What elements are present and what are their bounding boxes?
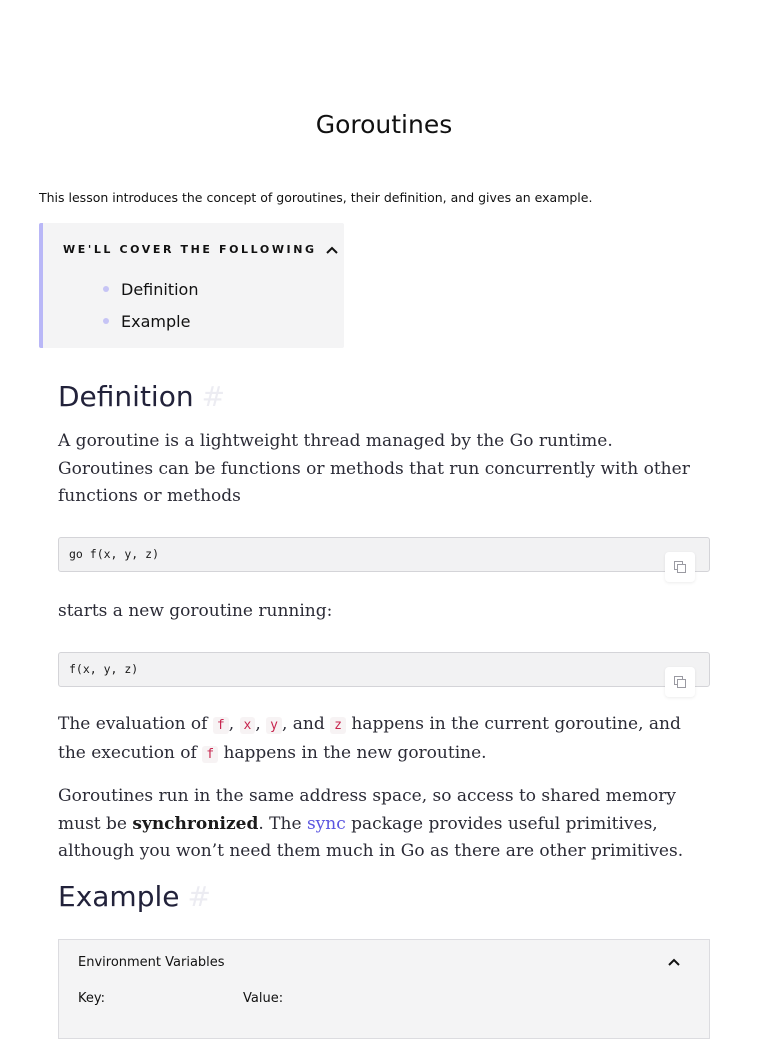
definition-paragraph: A goroutine is a lightweight thread managed by the Go runtime. Goroutines can be functions or methods that run concurrently with other functions or methods [58,431,690,506]
text-span: happens in the new goroutine. [218,742,487,763]
copy-button[interactable] [665,552,695,582]
chevron-up-icon [325,245,339,255]
code-block [58,537,710,572]
sync-link[interactable]: sync [306,813,346,834]
text-span: Goroutines run in the same address space, so access to shared memory must be [58,786,676,834]
inline-code: z [330,717,346,734]
text-span: happens in the current goroutine, and the execution of [58,714,681,763]
example-heading-text: Example [58,880,180,913]
text-span: . The [258,813,307,834]
env-panel-toggle[interactable] [667,954,681,972]
bullet-icon [103,286,109,292]
inline-code: f [213,717,229,734]
definition-heading [58,380,225,413]
inline-code: y [266,717,282,734]
inline-code: f [202,746,218,763]
text-span: , and [281,714,331,734]
definition-heading-text: Definition [58,380,194,413]
environment-variables-panel [58,939,710,1039]
page-title: Goroutines [315,110,453,139]
bullet-icon [103,318,109,324]
text-span: , [255,714,267,734]
text-span: The evaluation of [58,714,213,734]
toc-header-label: WE'LL COVER THE FOLLOWING [63,243,317,256]
example-heading [58,880,211,913]
toc-item-example[interactable] [103,305,198,337]
shared-memory-paragraph [58,783,708,866]
inline-code: x [240,717,256,734]
text-span: , [228,714,240,734]
lesson-intro: This lesson introduces the concept of goroutines, their definition, and gives an example. [39,190,593,205]
toc-list [103,273,198,337]
code-block [58,652,710,687]
chevron-up-icon [667,957,681,967]
code-text: f(x, y, z) [69,662,139,676]
anchor-link[interactable]: # [187,880,211,913]
copy-icon [673,675,687,689]
env-key-label: Key: [78,991,106,1006]
env-value-label: Value: [243,991,284,1006]
starts-text: starts a new goroutine running: [58,601,333,621]
bold-text: synchronized [132,813,259,834]
text-span: package provides useful primitives, although you won’t need them much in Go as there are other primitives. [58,813,684,861]
copy-button[interactable] [665,667,695,697]
evaluation-paragraph [58,711,708,768]
toc-item-definition[interactable] [103,273,198,305]
toc-item-label[interactable]: Definition [121,279,199,299]
toc-toggle[interactable] [63,243,339,256]
toc-item-label[interactable]: Example [121,311,191,331]
copy-icon [673,560,687,574]
anchor-link[interactable]: # [201,380,226,413]
env-panel-title: Environment Variables [78,955,225,970]
table-of-contents [39,223,344,348]
code-text: go f(x, y, z) [69,547,160,561]
